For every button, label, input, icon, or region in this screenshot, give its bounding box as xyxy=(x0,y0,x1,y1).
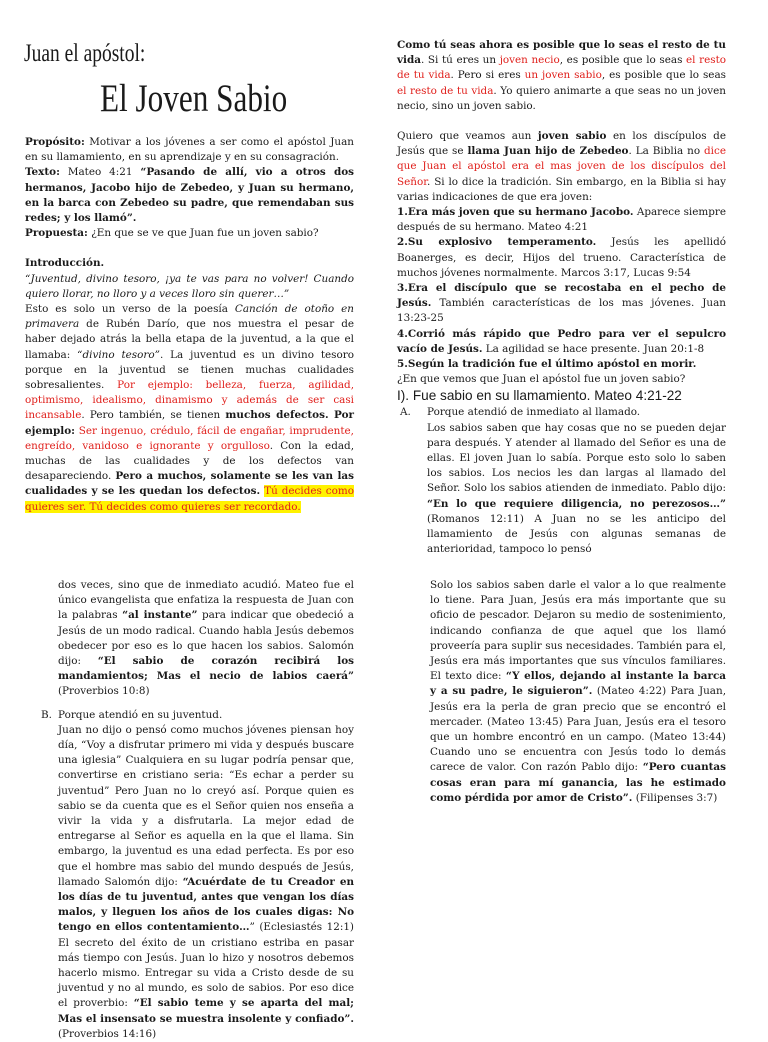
texto-ref: Mateo 4:21 xyxy=(67,166,133,179)
list-item: 3.Era el discípulo que se recostaba en el pecho de Jesús. También características de los mas jóvenes. Juan 13:23-25 xyxy=(397,282,726,325)
qualities-list: Por ejemplo: belleza, fuerza, agilidad, optimismo, idealismo, dinamismo y además de ser casi incansable xyxy=(25,379,354,422)
defects-list: Ser ingenuo, crédulo, fácil de engañar, imprudente, engreído, vanidoso e ignorante y orgulloso xyxy=(25,424,354,452)
intro-paragraph: Esto es solo un verso de la poesía Canción de otoño en primavera de Rubén Darío, que nos muestra el pesar de haber dejado atrás la bella etapa de la juventud, a la que el llamaba: “divino tesoro”. La juventud es un divino tesoro porque en la juventud se tienen muchas cualidades sobresalientes. Por ejemplo: belleza, fuerza, agilidad, optimismo, idealismo, dinamismo y además de ser casi incansable. Pero también, se tienen muchos defectos. Por ejemplo: Ser ingenuo, crédulo, fácil de engañar, imprudente, engreído, vanidoso e ignorante y orgulloso. Con la edad, muchas de las cualidades y de los defectos van desapareciendo. Pero a muchos, solamente se les van las cualidades y se les quedan los defectos. Tú decides como quieres ser. Tú decides como quieres ser recordado. xyxy=(25,303,354,513)
question: ¿En que vemos que Juan el apóstol fue un joven sabio? xyxy=(397,373,686,386)
list-item: 2.Su explosivo temperamento. Jesús les apellidó Boanerges, es decir, Hijos del trueno. Característica de muchos jóvenes normalmente. Marcos 3:17, Lucas 9:54 xyxy=(397,236,726,279)
proposito-label: Propósito: xyxy=(25,136,85,148)
propuesta-label: Propuesta: xyxy=(25,227,88,240)
value-paragraph: Solo los sabios saben darle el valor a lo que realmente lo tiene. Para Juan, Jesús era más importante que su oficio de pescador. Dejaron su medio de sostenimiento, indicando confianza de que aquel que los llamó proveería para suplir sus necesidades. También para el, Jesús era más importantes que sus vínculos familiares. El texto dice: “Y ellos, dejando al instante la barca y a su padre, le siguieron”. (Mateo 4:22) Para Juan, Jesús era la perla de gran precio que se encontró el mercader. (Mateo 13:45) Para Juan, Jesús era el tesoro que un hombre encontró en un campo. (Mateo 13:44) Cuando uno se encuentra con Jesús todo lo demás carece de valor. Con razón Pablo dijo: “Pero cuantas cosas eran para mí ganancia, las he estimado como pérdida por amor de Cristo”. (Filipenses 3:7) xyxy=(430,579,727,804)
title-line-1: Juan el apóstol: xyxy=(24,40,146,67)
evidence-list xyxy=(397,205,726,372)
subsection-b-text: Juan no dijo o pensó como muchos jóvenes piensan hoy día, “Voy a disfrutar primero mi vida y después buscare una iglesia” Cualquiera en su lugar podría pensar que, convertirse en cristiano seria: “Es echar a perder su juventud” Pero Juan no lo creyó así. Porque quien es sabio se da cuenta que es el Señor quien nos enseña a vivir la vida y a disfrutarla. La mejor edad de entregarse al Señor es aquella en la que el llama. Sin embargo, la juventud es una edad perfecta. Es por eso que el hombre mas sabio del mundo después de Jesús, llamado Salomón dijo: “Acuérdate de tu Creador en los días de tu juventud, antes que vengan los días malos, y lleguen los años de los cuales digas: No tengo en ellos contentamiento…” (Eclesiastés 12:1) El secreto del éxito de un cristiano estriba en pasar más tiempo con Jesús. Juan lo hizo y nosotros debemos hacerlo mismo. Entregar su vida a Cristo desde de su juventud y no al mundo, es solo de sabios. Por eso dice el proverbio: “El sabio teme y se aparta del mal; Mas el insensato se muestra insolente y confiado”. (Proverbios 14:16) xyxy=(58,723,355,1040)
left-column-bottom xyxy=(41,578,355,1042)
section-heading: I). Fue sabio en su llamamiento. Mateo 4:21-22 xyxy=(397,388,682,404)
subsection-a xyxy=(397,405,726,557)
subsection-a-text: Los sabios saben que hay cosas que no se pueden dejar para después. Y atender al llamado del Señor es una de ellas. El joven Juan lo sabía. Porque esto solo lo saben los sabios. Los necios les dan largas al llamado del Señor. Solo los sabios atienden de inmediato. Pablo dijo: “En lo que requiere diligencia, no perezosos…” (Romanos 12:11) A Juan no se les anticipo del llamamiento de Jesús con algunas semanas de anterioridad, tampoco lo pensó xyxy=(427,421,726,556)
propuesta-text: ¿En que se ve que Juan fue un joven sabio? xyxy=(91,227,319,240)
proposito-text: Motivar a los jóvenes a ser como el apóstol Juan en su llamamiento, en su aprendizaje y en su consagración. xyxy=(25,136,354,164)
propuesta-paragraph xyxy=(25,226,354,241)
subsection-b-label: B. xyxy=(41,708,52,721)
proposito-paragraph xyxy=(25,135,354,165)
list-item: 1.Era más joven que su hermano Jacobo. Aparece siempre después de su hermano. Mateo 4:21 xyxy=(397,206,727,234)
texto-label: Texto: xyxy=(25,166,60,179)
subsection-a-title: Porque atendió de inmediato al llamado. xyxy=(427,406,641,419)
texto-paragraph xyxy=(25,165,354,226)
texto-quote: “Pasando de allí, vio a otros dos hermanos, Jacobo hijo de Zebedeo, y Juan su hermano, en la barca con Zebedeo su padre, que remendaban sus redes; y los llamó”. xyxy=(25,166,354,225)
juan-paragraph: Quiero que veamos aun joven sabio en los discípulos de Jesús que se llama Juan hijo de Zebedeo. La Biblia no dice que Juan el apóstol era el mas joven de los discípulos del Señor. Si lo dice la tradición. Sin embargo, en la Biblia si hay varias indicaciones de que era joven: xyxy=(397,130,726,203)
left-column-top xyxy=(25,135,354,515)
highlighted-sentence: Tú decides como quieres ser. Tú decides como quieres ser recordado. xyxy=(25,485,354,513)
intro-heading: Introducción. xyxy=(25,257,105,270)
right-column-bottom xyxy=(430,578,726,806)
list-item: 5.Según la tradición fue el último apóstol en morir. xyxy=(397,358,697,371)
right-intro-paragraph: Como tú seas ahora es posible que lo seas el resto de tu vida. Si tú eres un joven necio, es posible que lo seas el resto de tu vida. Pero si eres un joven sabio, es posible que lo seas el resto de tu vida. Yo quiero animarte a que seas no un joven necio, sino un joven sabio. xyxy=(397,39,727,112)
subsection-a-label: A. xyxy=(400,406,411,419)
subsection-b-title: Porque atendió en su juventud. xyxy=(58,708,223,721)
continuation-paragraph: dos veces, sino que de inmediato acudió. Mateo fue el único evangelista que enfatiza la respuesta de Juan con la palabras “al instante” para indicar que obedeció a Jesús de un modo radical. Cuando habla Jesús debemos obedecer por eso es lo que hacen los sabios. Salomón dijo: “El sabio de corazón recibirá los mandamientos; Mas el necio de labios caerá” (Proverbios 10:8) xyxy=(58,579,354,698)
poem-title: Canción de otoño en primavera xyxy=(25,303,354,331)
title-line-2: El Joven Sabio xyxy=(100,77,288,120)
subsection-b-heading xyxy=(41,708,354,723)
right-column-top xyxy=(397,38,726,558)
list-item: 4.Corrió más rápido que Pedro para ver el sepulcro vacío de Jesús. La agilidad se hace presente. Juan 20:1-8 xyxy=(397,327,726,355)
poem-quote: “Juventud, divino tesoro, ¡ya te vas para no volver! Cuando quiero llorar, no lloro y a veces lloro sin querer…” xyxy=(25,272,354,300)
